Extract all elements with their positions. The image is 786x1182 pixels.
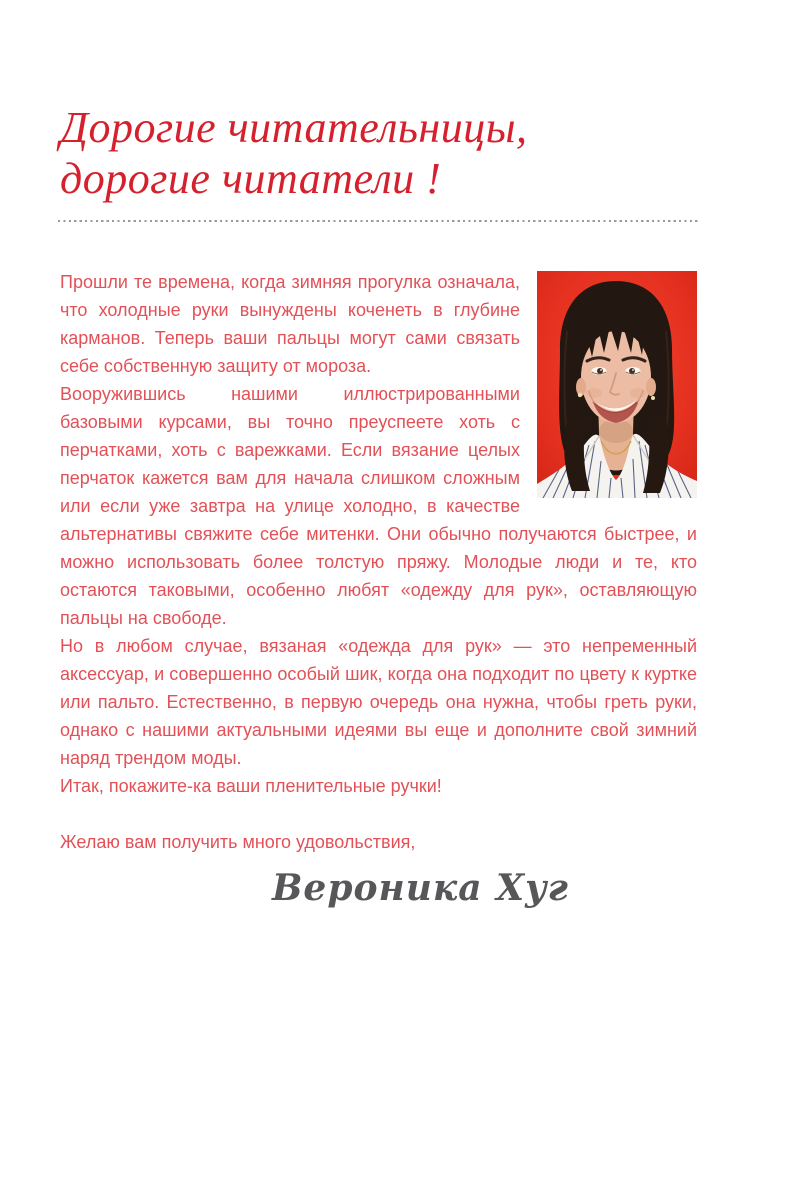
page-title — [60, 102, 528, 204]
text-wrap-spacer — [520, 268, 697, 500]
closing-line: Желаю вам получить много удовольствия, — [60, 832, 416, 852]
paragraph-2: Вооружившись нашими иллюстрированными базовыми курсами, вы точно преуспеете хоть с перчатками, хоть с варежками. Если вязание целых перчаток кажется вам для начала слишком сложным или если уже завтра на улице холодно, в качестве альтернативы свяжите себе митенки. Они обычно получаются быстрее, и можно использовать более толстую пряжу. Молодые люди и те, кто остаются таковыми, особенно любят «одежду для рук», оставляющую пальцы на свободе. — [60, 384, 697, 628]
paragraph-4: Итак, покажите-ка ваши пленительные ручки! — [60, 776, 442, 796]
paragraph-1: Прошли те времена, когда зимняя прогулка означала, что холодные руки вынуждены коченеть в глубине карманов. Теперь ваши пальцы могут сами связать себе собственную защиту от мороза. — [60, 272, 520, 376]
author-signature: Вероника Хуг — [272, 867, 569, 909]
intro-text — [60, 268, 697, 910]
paragraph-3: Но в любом случае, вязаная «одежда для рук» — это непременный аксессуар, и совершенно особый шик, когда она подходит по цвету к куртке или пальто. Естественно, в первую очередь она нужна, чтобы греть руки, однако с нашими актуальными идеями вы еще и дополните свой зимний наряд трендом моды. — [60, 636, 697, 768]
dotted-separator — [58, 220, 700, 222]
title-line-2: дорогие читатели ! — [60, 154, 442, 203]
title-line-1: Дорогие читательницы, — [60, 103, 528, 152]
